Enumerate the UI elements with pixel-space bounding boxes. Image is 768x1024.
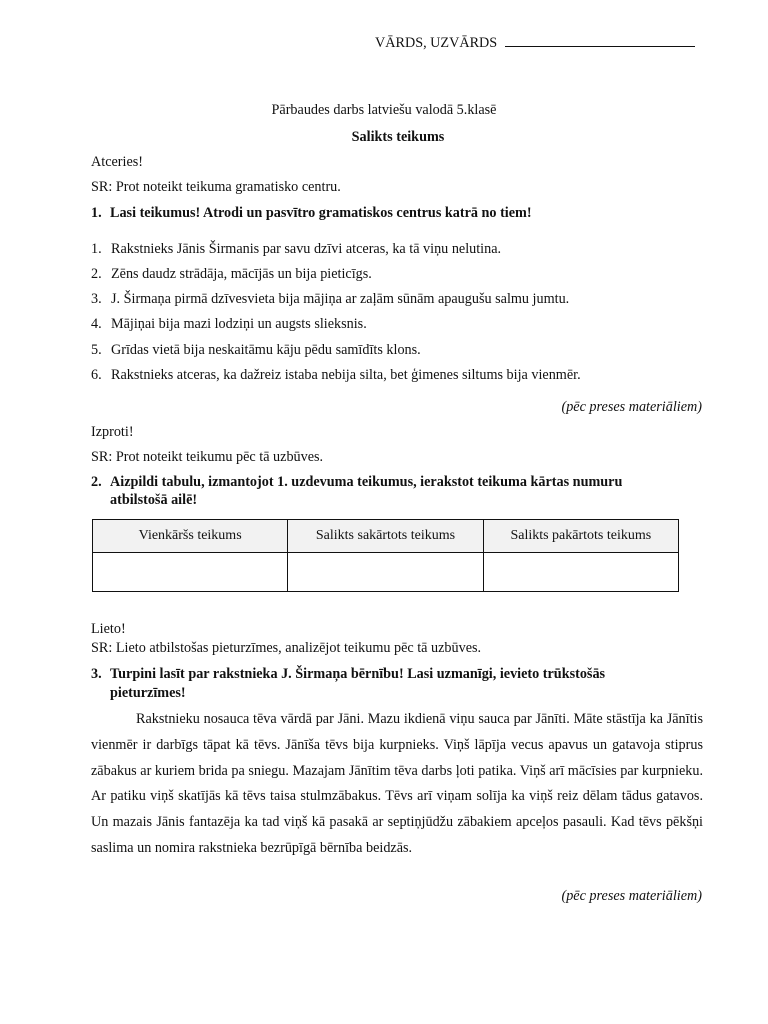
- task2-text: Aizpildi tabulu, izmantojot 1. uzdevuma teikumus, ierakstot teikuma kārtas numuru: [110, 474, 623, 490]
- answer-cell-compound-coordinate[interactable]: [288, 553, 483, 592]
- section2-intro: Izproti!: [91, 424, 134, 440]
- sentence-number: 4.: [91, 316, 102, 332]
- sentence-item: [91, 291, 569, 308]
- sentence-text: J. Širmaņa pirmā dzīvesvieta bija mājiņa ar zaļām sūnām apaugušu salmu jumtu.: [111, 291, 570, 307]
- task3-text: Turpini lasīt par rakstnieka J. Širmaņa bērnību! Lasi uzmanīgi, ievieto trūkstošās: [110, 666, 606, 682]
- table-header-compound-coordinate: Salikts sakārtots teikums: [288, 520, 483, 553]
- task1-number: 1.: [91, 205, 102, 221]
- task2-heading: [91, 474, 622, 491]
- table-header-compound-subordinate: Salikts pakārtots teikums: [483, 520, 678, 553]
- sentence-item: [91, 316, 367, 333]
- sentence-text: Zēns daudz strādāja, mācījās un bija pieticīgs.: [111, 266, 372, 282]
- sentence-number: 5.: [91, 342, 102, 358]
- reading-paragraph: Rakstnieku nosauca tēva vārdā par Jāni. Mazu ikdienā viņu sauca par Jānīti. Māte stāstīja ka Jānītis vienmēr ir darbīgs tāpat kā tēvs. Jānīša tēvs bija kurpnieks. Viņš lāpīja vecus apavus un gatavoja stiprus zābakus ar kuriem brida pa sniegu. Mazajam Jānītim tēva darbs ļoti patika. Viņš arī mācīsies par kurpnieku. Ar patiku viņš skatījās kā tēvs taisa stulmzābakus. Tēvs arī viņam solīja ka viņš reiz dēlam tādus gatavos. Un mazais Jānis fantazēja ka tad viņš kā pasakā ar septiņjūdžu zābakiem apceļos pasauli. Kad tēvs pēkšņi saslima un nomira rakstnieka bezrūpīgā bērnība beidzās.: [91, 711, 703, 856]
- sentence-number: 2.: [91, 266, 102, 282]
- task1-text: Lasi teikumus! Atrodi un pasvītro gramatiskos centrus katrā no tiem!: [110, 205, 532, 221]
- sentence-text: Mājiņai bija mazi lodziņi un augsts slieksnis.: [111, 316, 367, 332]
- name-label: VĀRDS, UZVĀRDS: [375, 35, 498, 51]
- task1-heading: [91, 205, 532, 222]
- sentence-number: 6.: [91, 367, 102, 383]
- sentence-text: Rakstnieks atceras, ka dažreiz istaba nebija silta, bet ģimenes siltums bija vienmēr.: [111, 367, 581, 383]
- source-note: (pēc preses materiāliem): [561, 399, 702, 415]
- sentence-text: Rakstnieks Jānis Širmanis par savu dzīvi atceras, ka tā viņu nelutina.: [111, 241, 502, 257]
- sentence-number: 1.: [91, 241, 102, 257]
- sentence-item: [91, 241, 501, 258]
- section3-intro: Lieto!: [91, 621, 126, 637]
- section2-sr: SR: Prot noteikt teikumu pēc tā uzbūves.: [91, 449, 324, 465]
- page-title: Pārbaudes darbs latviešu valodā 5.klasē: [271, 102, 497, 118]
- table-answer-row: [93, 553, 679, 592]
- task3-text-continued: pieturzīmes!: [110, 685, 186, 701]
- name-blank-line[interactable]: [505, 32, 695, 47]
- section3-sr: SR: Lieto atbilstošas pieturzīmes, analizējot teikumu pēc tā uzbūves.: [91, 640, 482, 656]
- sentence-item: [91, 342, 421, 359]
- sentence-text: Grīdas vietā bija neskaitāmu kāju pēdu samīdīts klons.: [111, 342, 421, 358]
- table-header-row: [93, 520, 679, 553]
- page-subtitle: Salikts teikums: [351, 129, 445, 145]
- task3-heading: [91, 666, 605, 683]
- answer-cell-simple[interactable]: [93, 553, 288, 592]
- name-field[interactable]: [375, 32, 695, 52]
- source-note: (pēc preses materiāliem): [561, 888, 702, 904]
- section1-sr: SR: Prot noteikt teikuma gramatisko centru.: [91, 179, 341, 195]
- answer-table: [92, 519, 679, 592]
- sentence-number: 3.: [91, 291, 102, 307]
- table-header-simple: Vienkāršs teikums: [93, 520, 288, 553]
- answer-cell-compound-subordinate[interactable]: [483, 553, 678, 592]
- task2-text-continued: atbilstošā ailē!: [110, 492, 198, 508]
- task3-number: 3.: [91, 666, 102, 682]
- section1-intro: Atceries!: [91, 154, 143, 170]
- sentence-item: [91, 266, 372, 283]
- task2-number: 2.: [91, 474, 102, 490]
- sentence-item: [91, 367, 581, 384]
